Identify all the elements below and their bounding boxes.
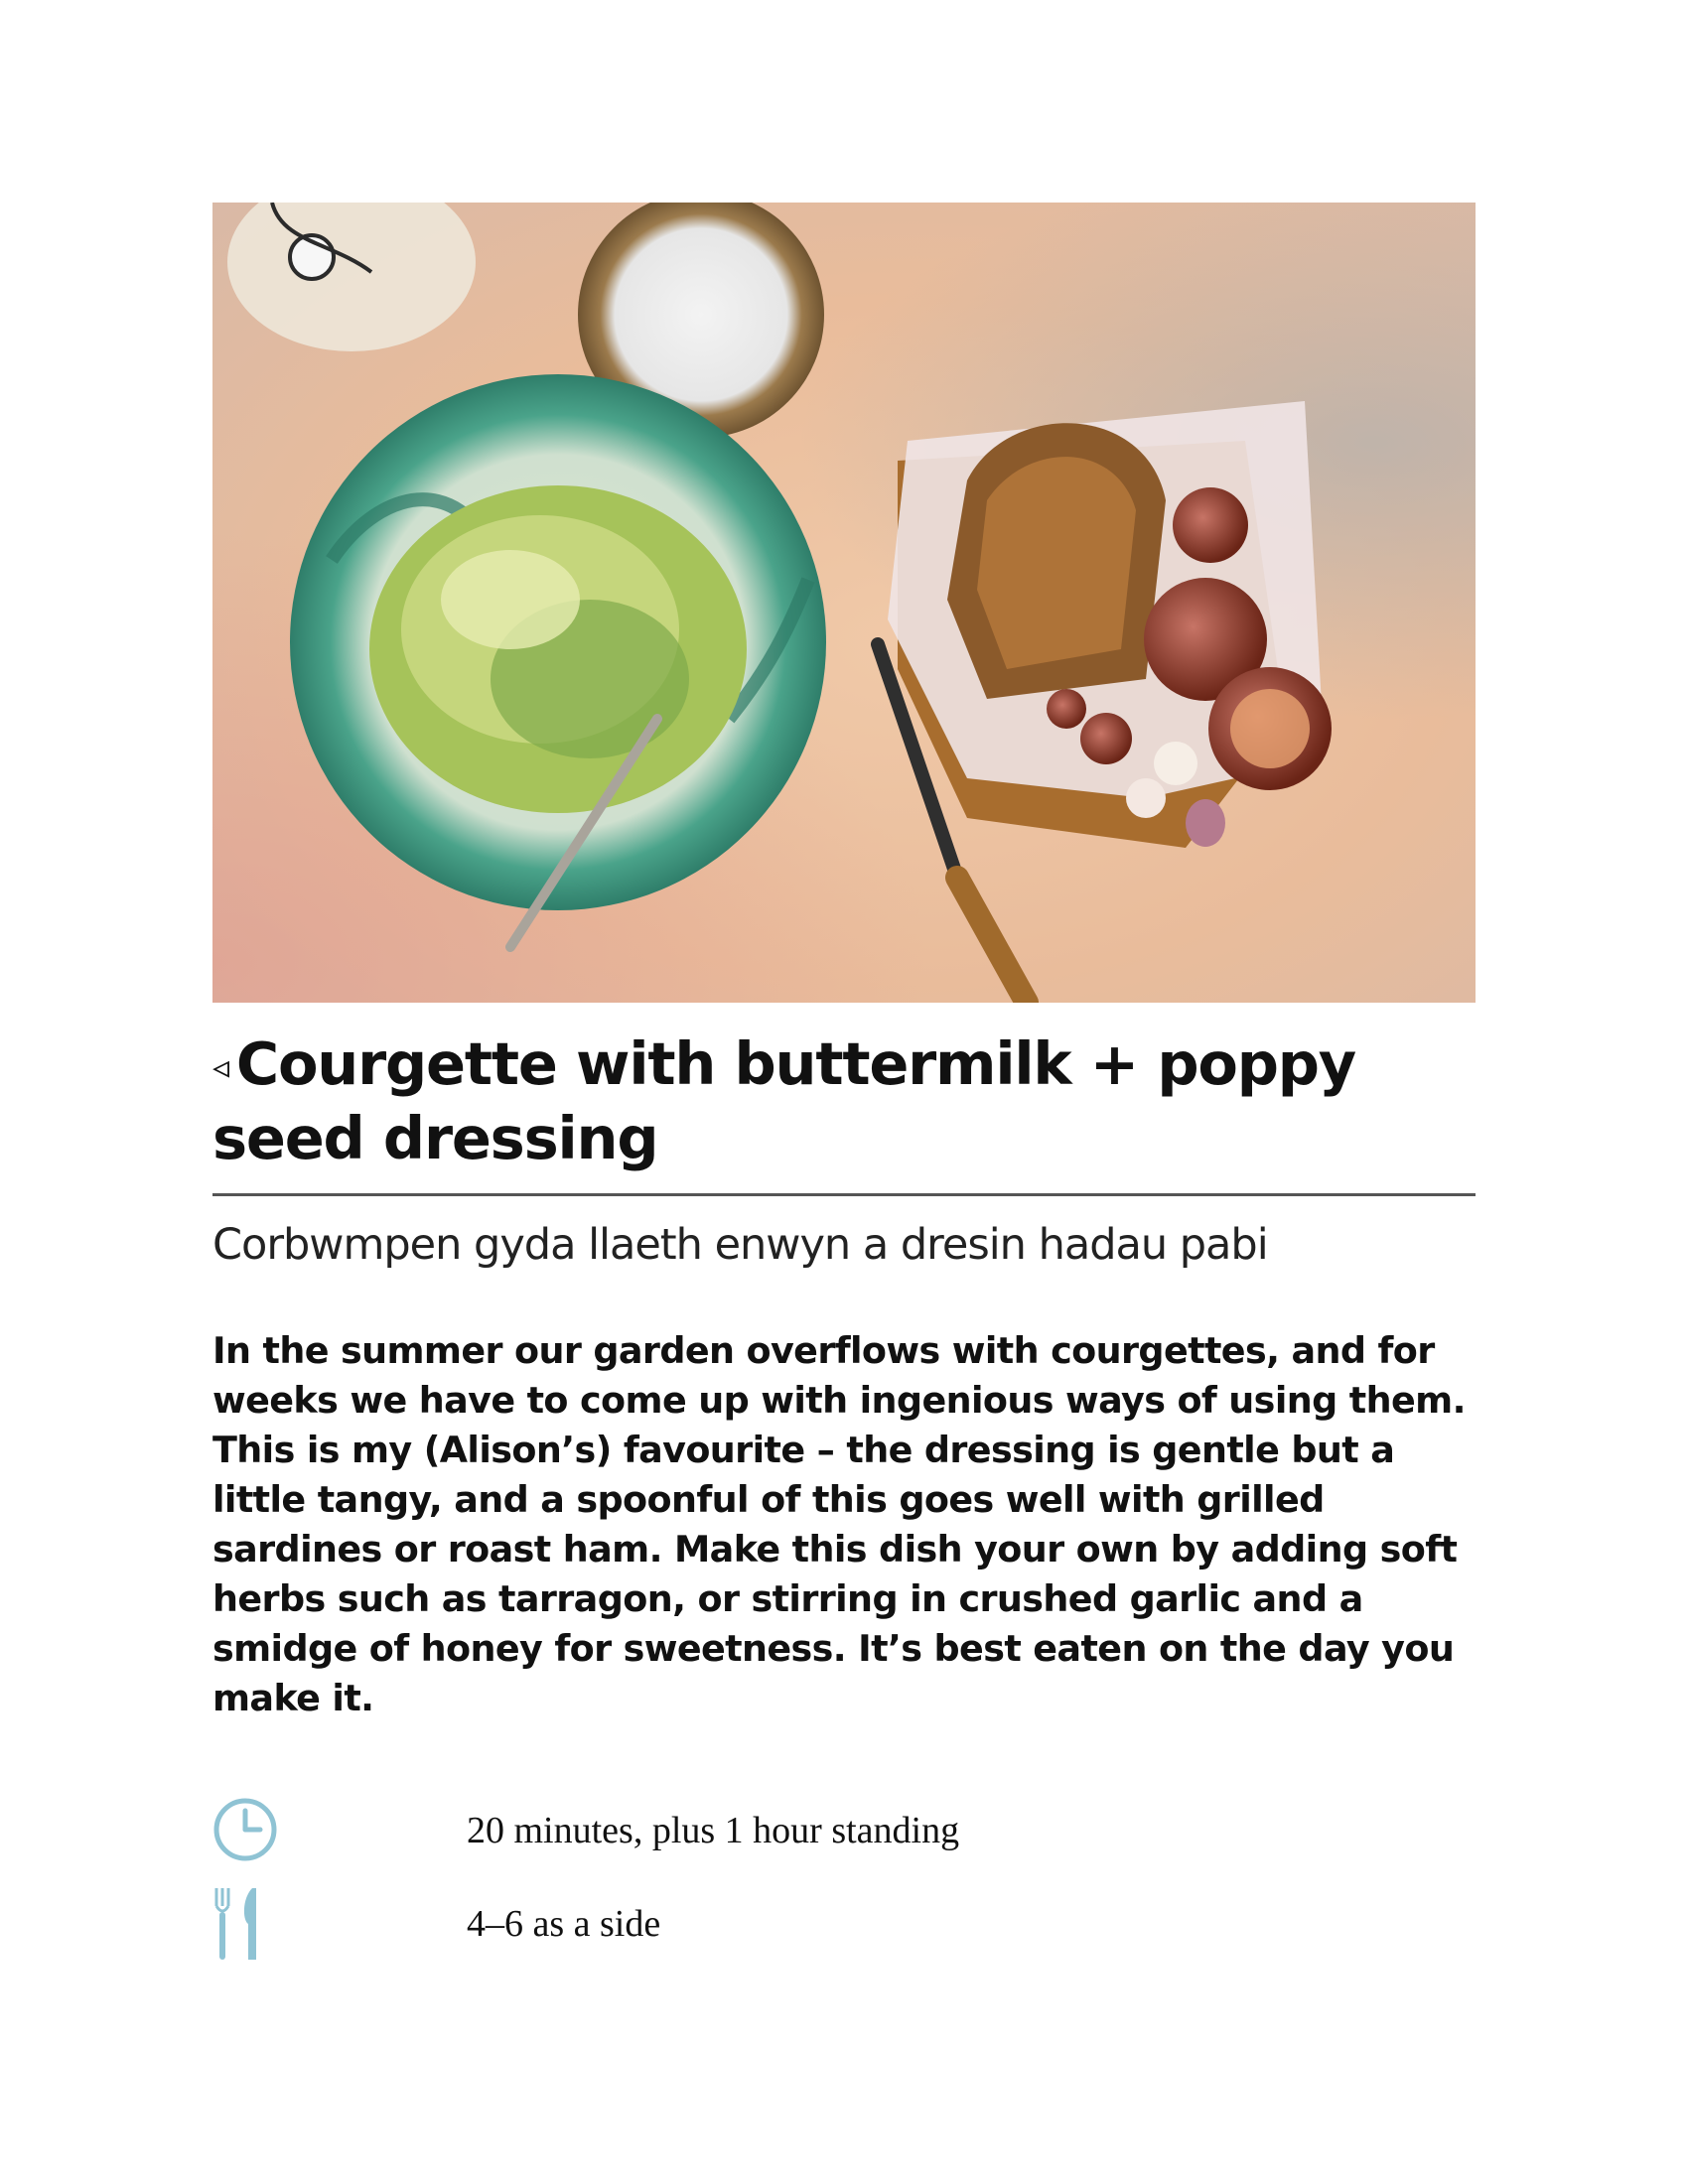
servings: 4–6 as a side <box>467 1903 661 1945</box>
recipe-title <box>212 1028 1476 1174</box>
cutlery-icon <box>212 1886 262 1962</box>
clock-icon <box>212 1797 278 1862</box>
glass-bottle <box>227 203 476 351</box>
title-marker-icon: ◃ <box>212 1047 228 1087</box>
welsh-title: Corbwmpen gyda llaeth enwyn a dresin hadau pabi <box>212 1220 1268 1270</box>
prep-time: 20 minutes, plus 1 hour standing <box>467 1810 960 1851</box>
recipe-photo <box>212 203 1476 1003</box>
recipe-intro: In the summer our garden overflows with courgettes, and for weeks we have to come up with ingenious ways of using them. This is my (Alison’s) favourite – the dressing is gentle but a little tangy, and a spoonful of this goes well with grilled sardines or roast ham. Make this dish your own by adding soft herbs such as tarragon, or stirring in crushed garlic and a smidge of honey for sweetness. It’s best eaten on the day you make it. <box>212 1329 1466 1719</box>
recipe-title-text: Courgette with buttermilk + poppy seed dressing <box>212 1029 1356 1172</box>
title-divider <box>212 1193 1476 1196</box>
photo-illustration <box>212 203 1476 1003</box>
